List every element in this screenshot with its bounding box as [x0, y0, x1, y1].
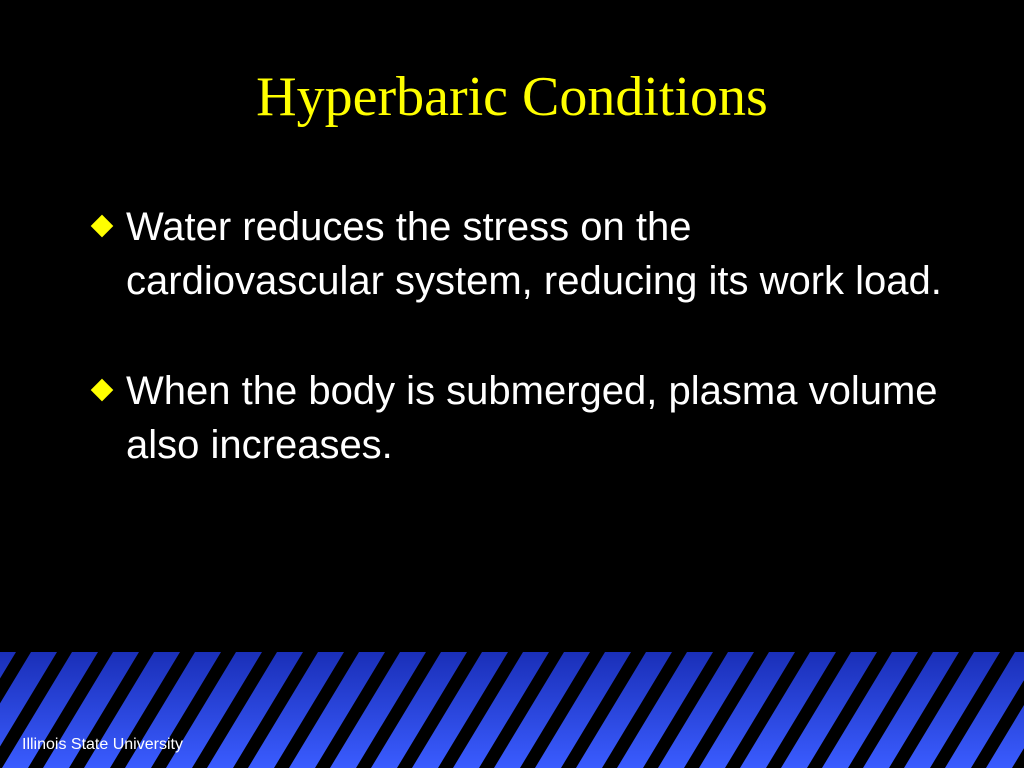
slide-title: Hyperbaric Conditions	[256, 66, 768, 128]
footer-institution: Illinois State University	[22, 736, 183, 753]
bullet-text: When the body is submerged, plasma volume also increases.	[126, 369, 938, 467]
bullet-text: Water reduces the stress on the cardiovascular system, reducing its work load.	[126, 205, 942, 303]
diamond-bullet-icon	[91, 379, 114, 402]
bullet-item	[88, 200, 948, 308]
bullet-list	[88, 200, 948, 528]
diamond-bullet-icon	[91, 215, 114, 238]
bullet-item	[88, 364, 948, 472]
